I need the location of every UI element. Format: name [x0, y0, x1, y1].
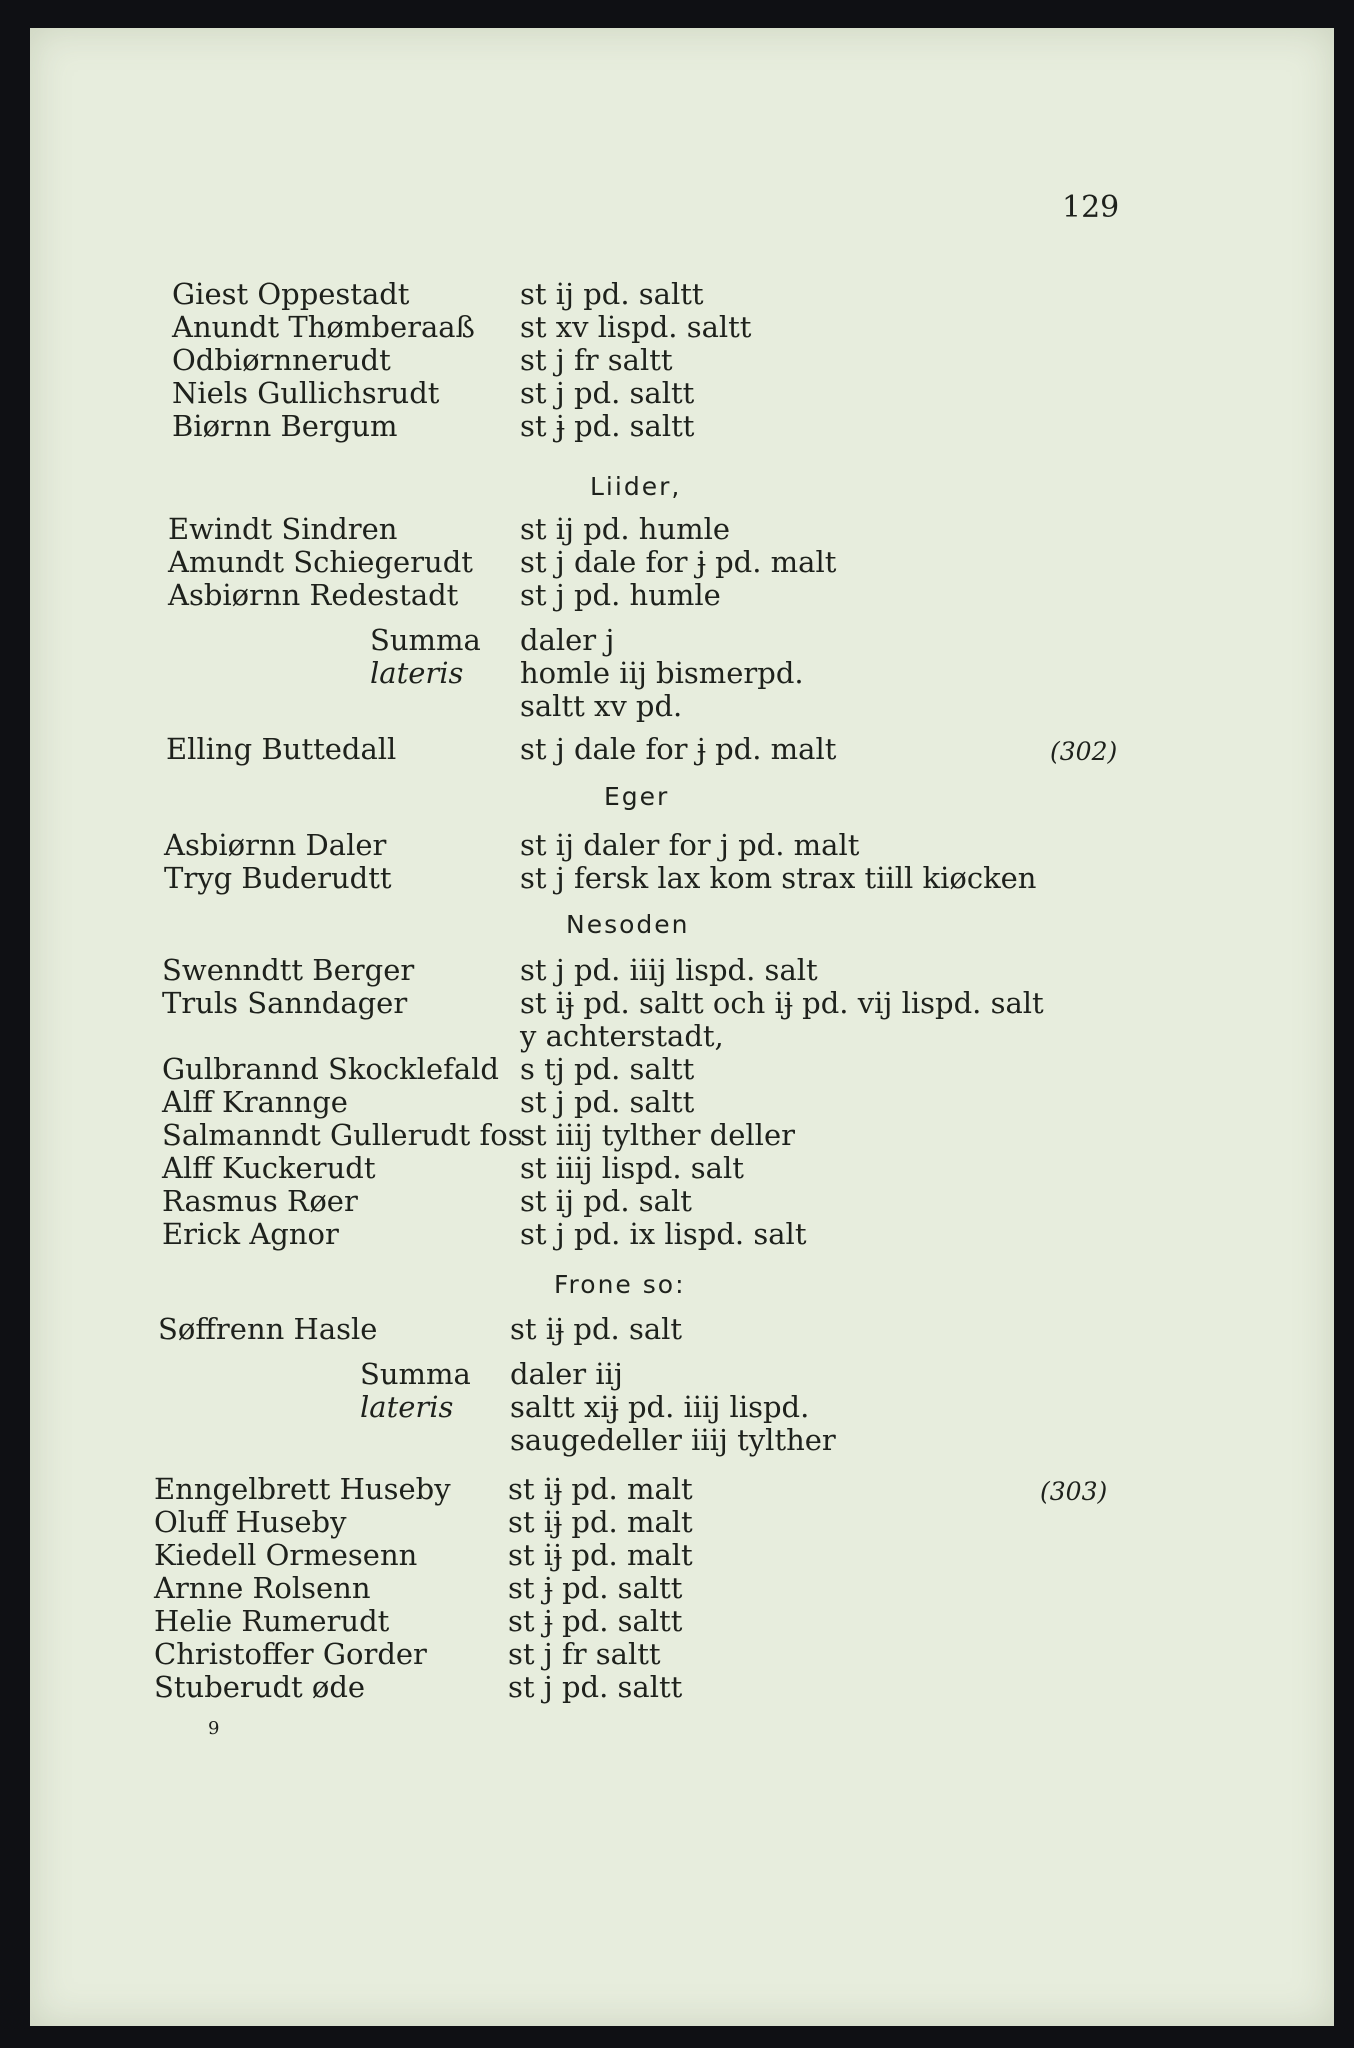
tax-entry: st j pd. humle [520, 578, 721, 612]
person-name: Alff Krannge [162, 1085, 348, 1119]
section-heading-lider: Liider, [590, 472, 682, 501]
person-name: Søffrenn Hasle [158, 1312, 378, 1346]
summa-line: daler iij [510, 1357, 623, 1391]
person-name: Odbiørnnerudt [172, 343, 391, 377]
summa-label: Summa [360, 1357, 471, 1391]
page-number: 129 [1062, 190, 1120, 225]
person-name: Helie Rumerudt [154, 1604, 390, 1638]
person-name: Elling Buttedall [166, 732, 397, 766]
person-name: Oluff Huseby [154, 1505, 347, 1539]
summa-line: saltt xv pd. [520, 689, 683, 723]
person-name: Biørnn Bergum [172, 409, 398, 443]
tax-entry: st iiij tylther deller [520, 1118, 795, 1152]
tax-entry: st j pd. saltt [508, 1670, 683, 1704]
person-name: Tryg Buderudtt [164, 861, 392, 895]
person-name: Arnne Rolsenn [154, 1571, 371, 1605]
tax-entry: st iɉ pd. malt [508, 1472, 693, 1506]
tax-entry: st ɉ pd. saltt [520, 409, 695, 443]
signature-mark: 9 [208, 1718, 220, 1739]
person-name: Rasmus Røer [162, 1184, 358, 1218]
lateris-label: lateris [360, 1390, 454, 1424]
person-name: Anundt Thømberaaß [172, 310, 475, 344]
section-heading-nesoden: Nesoden [566, 910, 690, 939]
tax-entry: st iɉ pd. malt [508, 1505, 693, 1539]
folio-reference: (302) [1050, 737, 1118, 766]
person-name: Christoffer Gorder [154, 1637, 427, 1671]
person-name: Niels Gullichsrudt [172, 376, 440, 410]
summa-line: daler j [520, 623, 615, 657]
tax-entry: st ɉ pd. saltt [508, 1571, 683, 1605]
section-heading-eger: Eger [604, 782, 670, 811]
folio-reference: (303) [1040, 1477, 1108, 1506]
person-name: Amundt Schiegerudt [168, 545, 473, 579]
tax-entry: st ɉ pd. saltt [508, 1604, 683, 1638]
tax-entry: st j dale for ɉ pd. malt [520, 545, 837, 579]
tax-entry: st j pd. saltt [520, 376, 695, 410]
tax-entry: st j pd. ix lispd. salt [520, 1217, 807, 1251]
person-name: Enngelbrett Huseby [154, 1472, 451, 1506]
section-heading-frone: Frone so: [554, 1270, 686, 1299]
tax-entry: st iɉ pd. saltt och iɉ pd. vij lispd. salt [520, 986, 1044, 1020]
summa-line: saugedeller iiij tylther [510, 1423, 836, 1457]
tax-entry: st j dale for ɉ pd. malt [520, 732, 837, 766]
document-page [30, 28, 1334, 2026]
person-name: Ewindt Sindren [168, 512, 398, 546]
tax-entry: st ij daler for j pd. malt [520, 828, 860, 862]
tax-entry: st xv lispd. saltt [520, 310, 752, 344]
person-name: Asbiørnn Redestadt [168, 578, 459, 612]
summa-label: Summa [370, 623, 481, 657]
person-name: Gulbrannd Skocklefald [162, 1052, 499, 1086]
tax-entry: st j pd. saltt [520, 1085, 695, 1119]
lateris-label: lateris [370, 656, 464, 690]
person-name: Erick Agnor [162, 1217, 339, 1251]
tax-entry-continuation: y achterstadt, [520, 1019, 724, 1053]
person-name: Kiedell Ormesenn [154, 1538, 418, 1572]
tax-entry: st ij pd. salt [520, 1184, 692, 1218]
tax-entry: s tj pd. saltt [520, 1052, 695, 1086]
summa-line: homle iij bismerpd. [520, 656, 804, 690]
tax-entry: st ij pd. humle [520, 512, 731, 546]
tax-entry: st iɉ pd. salt [510, 1312, 683, 1346]
summa-line: saltt xiɉ pd. iiij lispd. [510, 1390, 810, 1424]
person-name: Asbiørnn Daler [164, 828, 387, 862]
person-name: Alff Kuckerudt [162, 1151, 376, 1185]
tax-entry: st j fersk lax kom strax tiill kiøcken [520, 861, 1037, 895]
tax-entry: st ij pd. saltt [520, 277, 704, 311]
tax-entry: st iɉ pd. malt [508, 1538, 693, 1572]
person-name: Stuberudt øde [154, 1670, 366, 1704]
person-name: Giest Oppestadt [172, 277, 410, 311]
person-name: Truls Sanndager [162, 986, 408, 1020]
tax-entry: st iiij lispd. salt [520, 1151, 744, 1185]
person-name: Salmanndt Gullerudt fos [162, 1118, 523, 1152]
tax-entry: st j pd. iiij lispd. salt [520, 953, 818, 987]
person-name: Swenndtt Berger [162, 953, 415, 987]
tax-entry: st j fr saltt [508, 1637, 661, 1671]
tax-entry: st j fr saltt [520, 343, 673, 377]
